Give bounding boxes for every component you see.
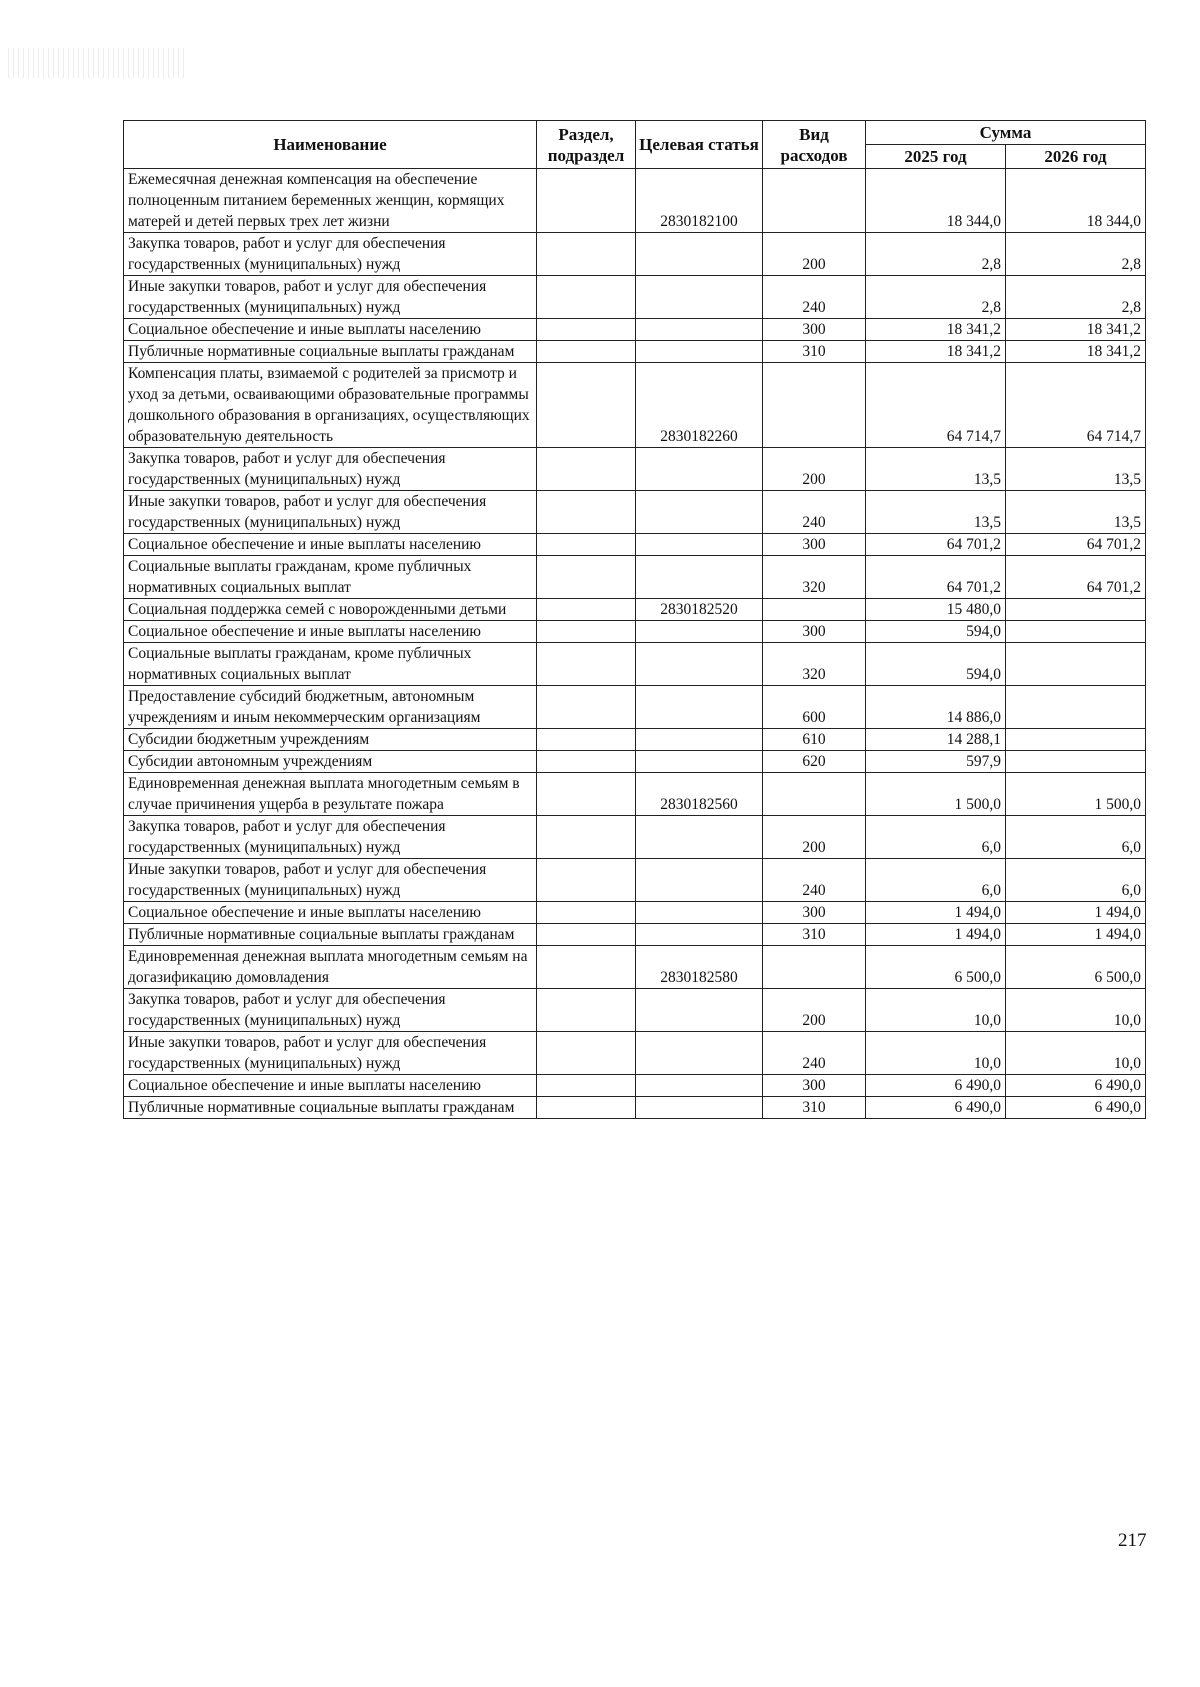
cell-2026: 18 344,0 — [1006, 169, 1146, 233]
cell-name: Единовременная денежная выплата многодетным семьям на догазификацию домовладения — [124, 946, 537, 989]
cell-target: 2830182520 — [636, 599, 763, 621]
cell-section — [537, 902, 636, 924]
cell-section — [537, 1097, 636, 1119]
header-year-2025: 2025 год — [866, 145, 1006, 169]
cell-name: Иные закупки товаров, работ и услуг для обеспечения государственных (муниципальных) нужд — [124, 859, 537, 902]
cell-target: 2830182100 — [636, 169, 763, 233]
cell-type: 300 — [763, 902, 866, 924]
cell-type: 240 — [763, 491, 866, 534]
cell-name: Иные закупки товаров, работ и услуг для обеспечения государственных (муниципальных) нужд — [124, 1032, 537, 1075]
cell-target — [636, 989, 763, 1032]
cell-2025: 6,0 — [866, 859, 1006, 902]
cell-name: Предоставление субсидий бюджетным, автономным учреждениям и иным некоммерческим организациям — [124, 686, 537, 729]
page-number: 217 — [1118, 1530, 1147, 1551]
cell-2025: 18 341,2 — [866, 319, 1006, 341]
cell-section — [537, 341, 636, 363]
cell-2026 — [1006, 599, 1146, 621]
table-row — [124, 491, 1146, 534]
cell-2026: 2,8 — [1006, 233, 1146, 276]
cell-2025: 10,0 — [866, 989, 1006, 1032]
cell-type — [763, 946, 866, 989]
cell-2026: 64 701,2 — [1006, 534, 1146, 556]
cell-section — [537, 751, 636, 773]
cell-2025: 2,8 — [866, 276, 1006, 319]
cell-2026 — [1006, 751, 1146, 773]
cell-section — [537, 491, 636, 534]
table-row — [124, 924, 1146, 946]
cell-name: Социальное обеспечение и иные выплаты населению — [124, 319, 537, 341]
cell-name: Социальное обеспечение и иные выплаты населению — [124, 902, 537, 924]
cell-2025: 15 480,0 — [866, 599, 1006, 621]
cell-type: 320 — [763, 556, 866, 599]
cell-target — [636, 448, 763, 491]
cell-name: Субсидии бюджетным учреждениям — [124, 729, 537, 751]
cell-target — [636, 686, 763, 729]
cell-section — [537, 319, 636, 341]
cell-2025: 64 701,2 — [866, 534, 1006, 556]
cell-target — [636, 1032, 763, 1075]
cell-type: 200 — [763, 448, 866, 491]
cell-target — [636, 319, 763, 341]
cell-target — [636, 643, 763, 686]
cell-2026 — [1006, 621, 1146, 643]
table-row — [124, 599, 1146, 621]
cell-type — [763, 363, 866, 448]
cell-target — [636, 859, 763, 902]
table-row — [124, 621, 1146, 643]
cell-type: 200 — [763, 816, 866, 859]
cell-name: Публичные нормативные социальные выплаты гражданам — [124, 1097, 537, 1119]
cell-section — [537, 816, 636, 859]
cell-target — [636, 924, 763, 946]
cell-2025: 1 500,0 — [866, 773, 1006, 816]
cell-target — [636, 341, 763, 363]
cell-type: 610 — [763, 729, 866, 751]
cell-2025: 1 494,0 — [866, 902, 1006, 924]
cell-name: Компенсация платы, взимаемой с родителей за присмотр и уход за детьми, осваивающими образовательные программы дошкольного образования в организациях, осуществляющих образовательную деятельность — [124, 363, 537, 448]
cell-2025: 64 714,7 — [866, 363, 1006, 448]
cell-section — [537, 946, 636, 989]
cell-2026: 6,0 — [1006, 859, 1146, 902]
table-row — [124, 1075, 1146, 1097]
cell-2026: 10,0 — [1006, 1032, 1146, 1075]
cell-target: 2830182560 — [636, 773, 763, 816]
cell-2026: 10,0 — [1006, 989, 1146, 1032]
cell-2025: 597,9 — [866, 751, 1006, 773]
cell-target: 2830182580 — [636, 946, 763, 989]
table-row — [124, 859, 1146, 902]
cell-2026: 6 500,0 — [1006, 946, 1146, 989]
cell-name: Иные закупки товаров, работ и услуг для обеспечения государственных (муниципальных) нужд — [124, 491, 537, 534]
cell-type: 300 — [763, 319, 866, 341]
table-row — [124, 946, 1146, 989]
header-name: Наименование — [124, 121, 537, 169]
cell-section — [537, 643, 636, 686]
budget-table — [123, 120, 1146, 1119]
cell-section — [537, 276, 636, 319]
cell-section — [537, 859, 636, 902]
cell-target — [636, 534, 763, 556]
cell-type: 300 — [763, 1075, 866, 1097]
table-row — [124, 448, 1146, 491]
cell-target — [636, 729, 763, 751]
cell-2026: 6,0 — [1006, 816, 1146, 859]
cell-2026 — [1006, 729, 1146, 751]
cell-target — [636, 1075, 763, 1097]
cell-name: Публичные нормативные социальные выплаты гражданам — [124, 924, 537, 946]
cell-type: 310 — [763, 924, 866, 946]
cell-section — [537, 729, 636, 751]
table-row — [124, 341, 1146, 363]
cell-section — [537, 534, 636, 556]
cell-2025: 1 494,0 — [866, 924, 1006, 946]
cell-name: Закупка товаров, работ и услуг для обеспечения государственных (муниципальных) нужд — [124, 989, 537, 1032]
cell-type — [763, 599, 866, 621]
cell-type: 240 — [763, 859, 866, 902]
table-row — [124, 233, 1146, 276]
cell-2025: 6 500,0 — [866, 946, 1006, 989]
table-row — [124, 1032, 1146, 1075]
cell-section — [537, 448, 636, 491]
cell-name: Закупка товаров, работ и услуг для обеспечения государственных (муниципальных) нужд — [124, 816, 537, 859]
cell-2025: 14 886,0 — [866, 686, 1006, 729]
cell-2026: 64 701,2 — [1006, 556, 1146, 599]
cell-2026: 2,8 — [1006, 276, 1146, 319]
cell-2026: 1 500,0 — [1006, 773, 1146, 816]
cell-type: 200 — [763, 989, 866, 1032]
cell-target — [636, 751, 763, 773]
table-row — [124, 751, 1146, 773]
header-target: Целевая статья — [636, 121, 763, 169]
header-type: Вид расходов — [763, 121, 866, 169]
cell-section — [537, 621, 636, 643]
cell-target — [636, 276, 763, 319]
table-row — [124, 989, 1146, 1032]
cell-type: 300 — [763, 621, 866, 643]
cell-type: 200 — [763, 233, 866, 276]
cell-section — [537, 1032, 636, 1075]
cell-2025: 18 344,0 — [866, 169, 1006, 233]
cell-name: Социальная поддержка семей с новорожденными детьми — [124, 599, 537, 621]
cell-2026: 1 494,0 — [1006, 924, 1146, 946]
table-row — [124, 773, 1146, 816]
header-sum: Сумма — [866, 121, 1146, 145]
cell-name: Субсидии автономным учреждениям — [124, 751, 537, 773]
cell-section — [537, 924, 636, 946]
table-row — [124, 534, 1146, 556]
cell-section — [537, 686, 636, 729]
cell-2026: 18 341,2 — [1006, 341, 1146, 363]
cell-2025: 6 490,0 — [866, 1097, 1006, 1119]
cell-2025: 14 288,1 — [866, 729, 1006, 751]
cell-2026: 64 714,7 — [1006, 363, 1146, 448]
cell-2025: 64 701,2 — [866, 556, 1006, 599]
cell-type: 620 — [763, 751, 866, 773]
cell-name: Социальное обеспечение и иные выплаты населению — [124, 621, 537, 643]
cell-2025: 13,5 — [866, 448, 1006, 491]
cell-name: Социальные выплаты гражданам, кроме публичных нормативных социальных выплат — [124, 643, 537, 686]
cell-target — [636, 556, 763, 599]
table-header — [124, 121, 1146, 169]
cell-2026: 13,5 — [1006, 491, 1146, 534]
cell-section — [537, 363, 636, 448]
cell-name: Иные закупки товаров, работ и услуг для обеспечения государственных (муниципальных) нужд — [124, 276, 537, 319]
cell-type: 300 — [763, 534, 866, 556]
cell-2026: 1 494,0 — [1006, 902, 1146, 924]
cell-2025: 2,8 — [866, 233, 1006, 276]
cell-2025: 594,0 — [866, 621, 1006, 643]
cell-2026: 18 341,2 — [1006, 319, 1146, 341]
table-row — [124, 729, 1146, 751]
cell-2026 — [1006, 643, 1146, 686]
cell-target — [636, 902, 763, 924]
cell-2025: 10,0 — [866, 1032, 1006, 1075]
cell-section — [537, 556, 636, 599]
cell-target — [636, 1097, 763, 1119]
cell-name: Социальное обеспечение и иные выплаты населению — [124, 534, 537, 556]
table-row — [124, 816, 1146, 859]
cell-2025: 6,0 — [866, 816, 1006, 859]
cell-type: 600 — [763, 686, 866, 729]
cell-type — [763, 169, 866, 233]
table-body — [124, 169, 1146, 1119]
cell-section — [537, 773, 636, 816]
cell-type: 310 — [763, 1097, 866, 1119]
cell-2026 — [1006, 686, 1146, 729]
table-row — [124, 276, 1146, 319]
cell-target: 2830182260 — [636, 363, 763, 448]
cell-name: Закупка товаров, работ и услуг для обеспечения государственных (муниципальных) нужд — [124, 448, 537, 491]
cell-section — [537, 599, 636, 621]
cell-name: Ежемесячная денежная компенсация на обеспечение полноценным питанием беременных женщин, кормящих матерей и детей первых трех лет жизни — [124, 169, 537, 233]
table-row — [124, 319, 1146, 341]
table-row — [124, 169, 1146, 233]
table-row — [124, 556, 1146, 599]
cell-name: Социальные выплаты гражданам, кроме публичных нормативных социальных выплат — [124, 556, 537, 599]
cell-2025: 594,0 — [866, 643, 1006, 686]
cell-section — [537, 989, 636, 1032]
cell-2025: 6 490,0 — [866, 1075, 1006, 1097]
cell-target — [636, 491, 763, 534]
cell-type: 240 — [763, 276, 866, 319]
cell-section — [537, 233, 636, 276]
table-row — [124, 1097, 1146, 1119]
cell-2026: 13,5 — [1006, 448, 1146, 491]
cell-type: 320 — [763, 643, 866, 686]
header-year-2026: 2026 год — [1006, 145, 1146, 169]
cell-2025: 13,5 — [866, 491, 1006, 534]
cell-type: 310 — [763, 341, 866, 363]
cell-name: Закупка товаров, работ и услуг для обеспечения государственных (муниципальных) нужд — [124, 233, 537, 276]
header-section: Раздел, подраздел — [537, 121, 636, 169]
table-row — [124, 686, 1146, 729]
cell-type — [763, 773, 866, 816]
table-row — [124, 643, 1146, 686]
cell-section — [537, 1075, 636, 1097]
cell-target — [636, 621, 763, 643]
cell-2026: 6 490,0 — [1006, 1097, 1146, 1119]
cell-name: Социальное обеспечение и иные выплаты населению — [124, 1075, 537, 1097]
cell-name: Публичные нормативные социальные выплаты гражданам — [124, 341, 537, 363]
cell-type: 240 — [763, 1032, 866, 1075]
cell-target — [636, 233, 763, 276]
table-row — [124, 902, 1146, 924]
cell-name: Единовременная денежная выплата многодетным семьям в случае причинения ущерба в результате пожара — [124, 773, 537, 816]
cell-2025: 18 341,2 — [866, 341, 1006, 363]
scan-artifact — [8, 48, 188, 78]
table-row — [124, 363, 1146, 448]
cell-target — [636, 816, 763, 859]
cell-2026: 6 490,0 — [1006, 1075, 1146, 1097]
cell-section — [537, 169, 636, 233]
